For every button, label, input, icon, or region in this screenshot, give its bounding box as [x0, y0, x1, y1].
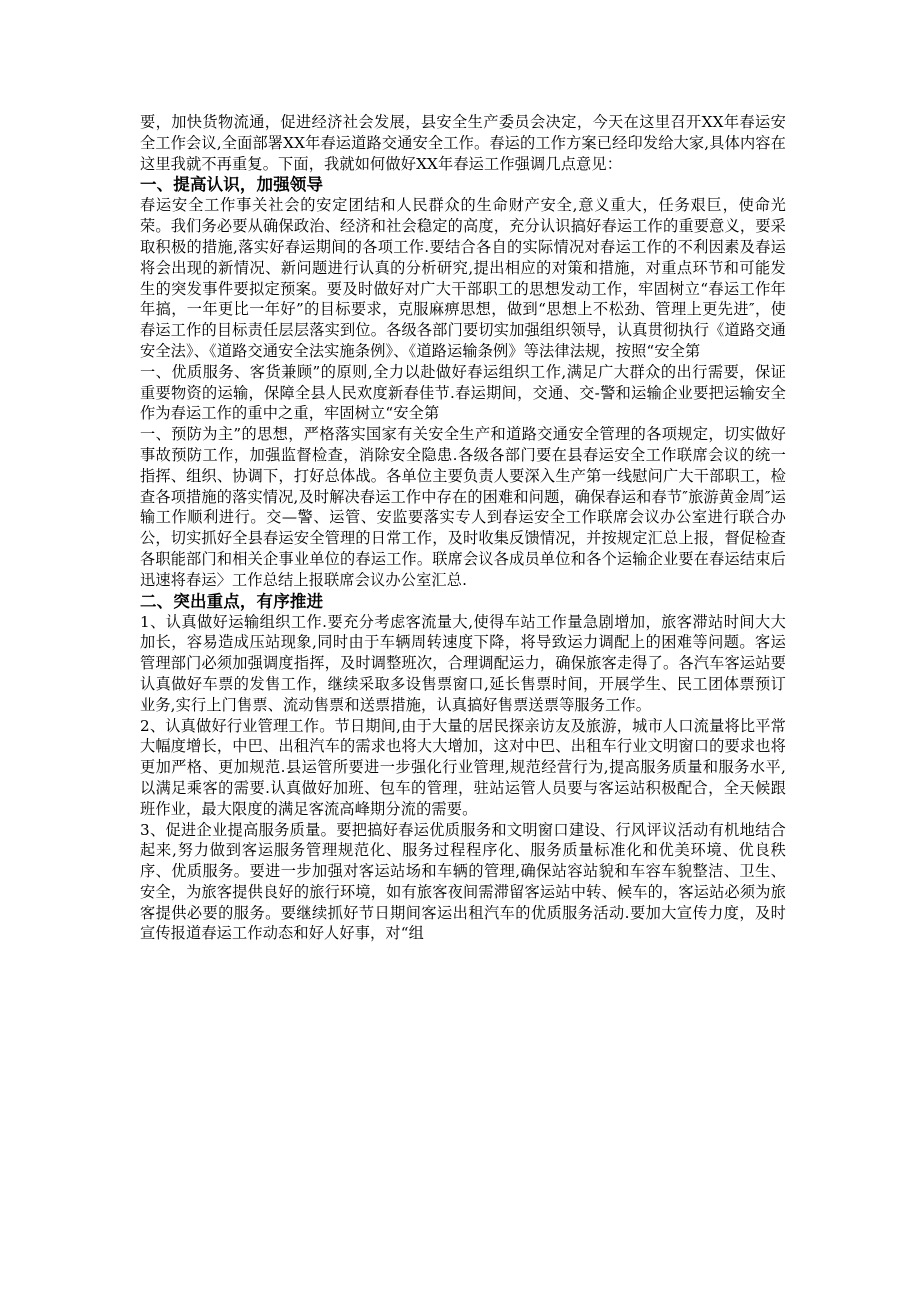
section-heading-1: 一、提高认识，加强领导	[140, 175, 324, 195]
document-page	[140, 112, 786, 944]
section1-paragraph-1: 春运安全工作事关社会的安定团结和人民群众的生命财产安全,意义重大，任务艰巨，使命光荣。我们务必要从确保政治、经济和社会稳定的高度，充分认识搞好春运工作的重要意义，要采取积极的措施,落实好春运期间的各项工作.要结合各自的实际情况对春运工作的不利因素及春运将会出现的新情况、新问题进行认真的分析研究,提出相应的对策和措施，对重点环节和可能发生的突发事件要拟定预案。要及时做好对广大干部职工的思想发动工作，牢固树立“春运工作年年搞，一年更比一年好”的目标要求，克服麻痹思想，做到“思想上不松劲、管理上更先进″，使春运工作的目标责任层层落实到位。各级各部门要切实加强组织领导，认真贯彻执行《道路交通安全法》、《道路交通安全法实施条例》、《道路运输条例》等法律法规，按照“安全第	[140, 196, 786, 360]
section1-paragraph-2: 一、优质服务、客货兼顾”的原则,全力以赴做好春运组织工作,满足广大群众的出行需要，保证重要物资的运输，保障全县人民欢度新春佳节.春运期间，交通、交-警和运输企业要把运输安全作为春运工作的重中之重，牢固树立“安全第	[140, 362, 786, 423]
section2-item-3: 3、促进企业提高服务质量。要把搞好春运优质服务和文明窗口建设、行风评议活动有机地结合起来,努力做到客运服务管理规范化、服务过程程序化、服务质量标准化和优美环境、优良秩序、优质服务。要进一步加强对客运站场和车辆的管理,确保站容站貌和车容车貌整洁、卫生、安全，为旅客提供良好的旅行环境，如有旅客夜间需滞留客运站中转、候车的，客运站必须为旅客提供必要的服务。要继续抓好节日期间客运出租汽车的优质服务活动.要加大宣传力度，及时宣传报道春运工作动态和好人好事，对“组	[140, 820, 786, 943]
section1-paragraph-3: 一、预防为主”的思想，严格落实国家有关安全生产和道路交通安全管理的各项规定，切实做好事故预防工作，加强监督检查，消除安全隐患.各级各部门要在县春运安全工作联席会议的统一指挥、组织、协调下，打好总体战。各单位主要负责人要深入生产第一线慰问广大干部职工，检查各项措施的落实情况,及时解决春运工作中存在的困难和问题，确保春运和春节″旅游黄金周″运输工作顺利进行。交—警、运管、安监要落实专人到春运安全工作联席会议办公室进行联合办公，切实抓好全县春运安全管理的日常工作，及时收集反馈情况，并按规定汇总上报，督促检查各职能部门和相关企事业单位的春运工作。联席会议各成员单位和各个运输企业要在春运结束后迅速将春运〉工作总结上报联席会议办公室汇总.	[140, 425, 786, 589]
section-heading-2: 二、突出重点，有序推进	[140, 591, 324, 611]
section2-item-2: 2、认真做好行业管理工作。节日期间,由于大量的居民探亲访友及旅游，城市人口流量将比平常大幅度增长，中巴、出租汽车的需求也将大大增加，这对中巴、出租车行业文明窗口的要求也将更加严格、更加规范.县运管所要进一步强化行业管理,规范经营行为,提高服务质量和服务水平,以满足乘客的需要.认真做好加班、包车的管理，驻站运管人员要与客运站积极配合，全天候跟班作业，最大限度的满足客流高峰期分流的需要。	[140, 716, 786, 818]
intro-paragraph: 要，加快货物流通，促进经济社会发展，县安全生产委员会决定，今天在这里召开XX年春运安全工作会议,全面部署XX年春运道路交通安全工作。春运的工作方案已经印发给大家,具体内容在这里我就不再重复。下面，我就如何做好XX年春运工作强调几点意见：	[140, 113, 786, 173]
section2-item-1: 1、认真做好运输组织工作.要充分考虑客流量大,使得车站工作量急剧增加，旅客滞站时间大大加长，容易造成压站现象,同时由于车辆周转速度下降，将导致运力调配上的困难等问题。客运管理部门必须加强调度指挥，及时调整班次，合理调配运力，确保旅客走得了。各汽车客运站要认真做好车票的发售工作，继续采取多设售票窗口,延长售票时间，开展学生、民工团体票预订业务,实行上门售票、流动售票和送票措施，认真搞好售票送票等服务工作。	[140, 612, 786, 714]
